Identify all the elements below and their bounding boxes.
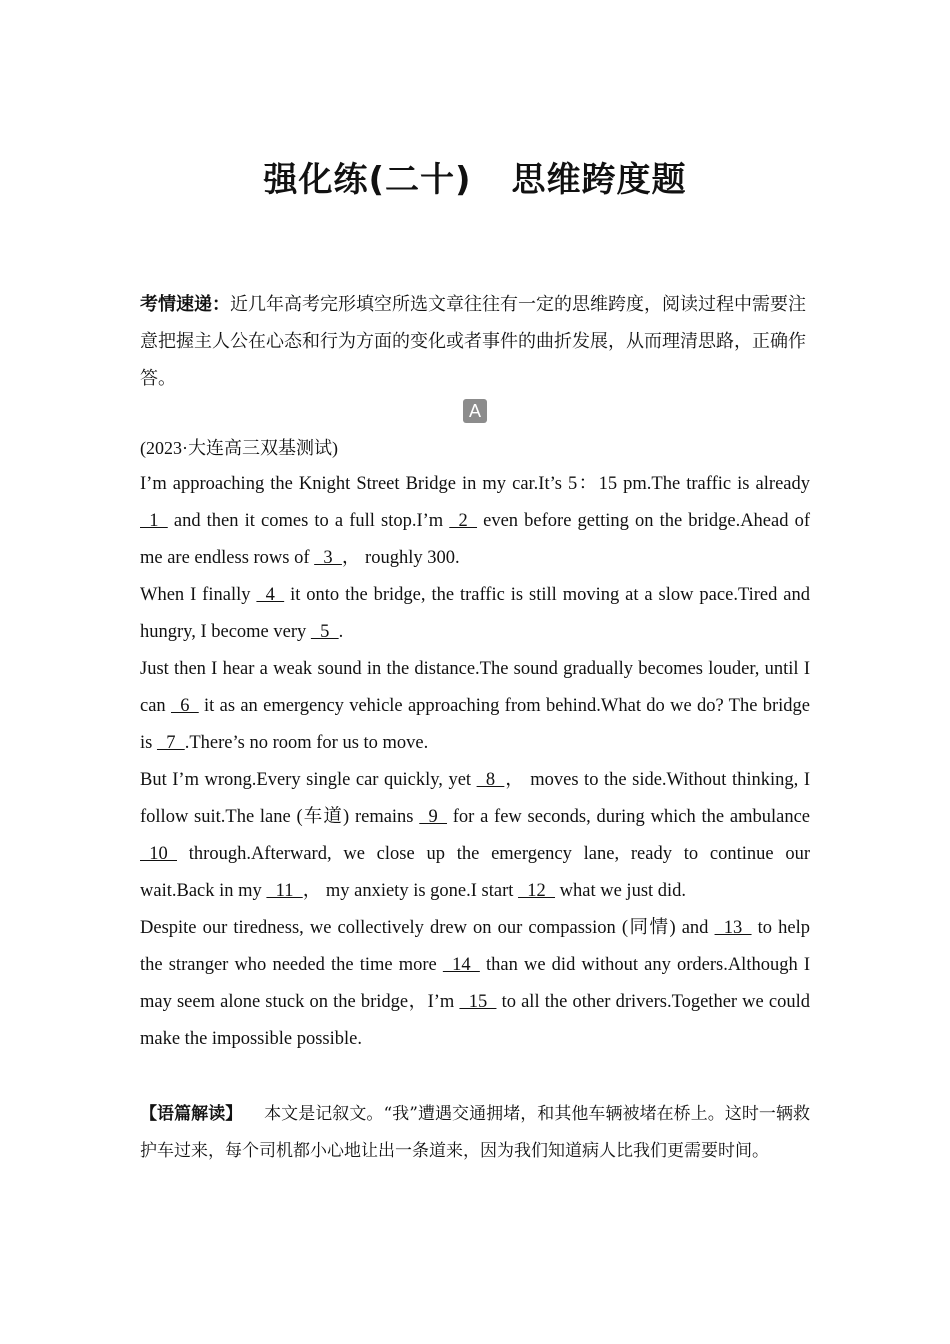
- cloze-blank[interactable]: 7: [156, 733, 185, 753]
- cloze-blank[interactable]: 10: [140, 844, 177, 864]
- passage-text: what we just did.: [555, 881, 687, 901]
- cloze-blank[interactable]: 13: [714, 918, 752, 938]
- page-title: [0, 152, 950, 201]
- cloze-blank[interactable]: 12: [518, 881, 556, 901]
- passage-text: Just then I hear a weak sound in the distance.The sound gradually becomes louder, until I can: [140, 659, 810, 716]
- passage-text: ， moves to the side.Without thinking, I follow suit.The lane (车道) remains: [140, 770, 810, 827]
- passage-text: Despite our tiredness, we collectively drew on our compassion (同情) and: [140, 918, 715, 938]
- passage-text: .There’s no room for us to move.: [184, 733, 429, 753]
- passage-text: than we did without any orders.Although I may seem alone stuck on the bridge，I’m: [140, 955, 810, 1012]
- passage-text: ， roughly 300.: [341, 548, 460, 568]
- passage-text: it onto the bridge, the traffic is still moving at a slow pace.Tired and hungry, I become very: [140, 585, 810, 642]
- intro-paragraph: [140, 286, 820, 397]
- cloze-blank[interactable]: 2: [449, 511, 478, 531]
- passage-text: for a few seconds, during which the ambulance: [447, 807, 810, 827]
- passage-text: to help the stranger who needed the time more: [140, 918, 810, 975]
- intro-text: 近几年高考完形填空所选文章往往有一定的思维跨度，阅读过程中需要注意把握主人公在心态和行为方面的变化或者事件的曲折发展，从而理清思路，正确作答。: [140, 294, 806, 389]
- cloze-blank[interactable]: 14: [442, 955, 480, 975]
- passage-text: .: [338, 622, 344, 642]
- passage-paragraph: [140, 910, 810, 1058]
- title-main: 强化练(二十): [263, 160, 472, 200]
- passage-paragraph: [140, 651, 810, 762]
- cloze-blank[interactable]: 8: [476, 770, 505, 790]
- intro-label: 考情速递：: [140, 294, 230, 315]
- analysis-text: 本文是记叙文。“我”遭遇交通拥堵，和其他车辆被堵在桥上。这时一辆救护车过来，每个司机都小心地让出一条道来，因为我们知道病人比我们更需要时间。: [140, 1104, 811, 1161]
- analysis-label: 【语篇解读】: [140, 1104, 243, 1124]
- passage-text: I’m approaching the Knight Street Bridge in my car.It’s 5：15 pm.The traffic is already: [140, 474, 810, 494]
- passage-text: even before getting on the bridge.Ahead of me are endless rows of: [140, 511, 810, 568]
- passage-text: through.Afterward, we close up the emergency lane, ready to continue our wait.Back in my: [140, 844, 810, 901]
- analysis-section: [140, 1096, 810, 1170]
- cloze-blank[interactable]: 11: [266, 881, 303, 901]
- cloze-blank[interactable]: 5: [310, 622, 339, 642]
- passage-text: to all the other drivers.Together we could make the impossible possible.: [140, 992, 810, 1049]
- cloze-blank[interactable]: 3: [314, 548, 342, 568]
- section-badge: A: [463, 399, 487, 423]
- cloze-blank[interactable]: 1: [140, 511, 168, 531]
- cloze-blank[interactable]: 15: [459, 992, 497, 1012]
- cloze-blank[interactable]: 9: [419, 807, 448, 827]
- passage-text: When I finally: [140, 585, 257, 605]
- passage-paragraph: [140, 466, 810, 577]
- passage-text: and then it comes to a full stop.I’m: [167, 511, 450, 531]
- passage-text: it as an emergency vehicle approaching from behind.What do we do? The bridge is: [140, 696, 810, 753]
- passage-paragraph: [140, 762, 810, 910]
- cloze-blank[interactable]: 6: [170, 696, 199, 716]
- passage-text: But I’m wrong.Every single car quickly, yet: [140, 770, 477, 790]
- passage-paragraph: [140, 577, 810, 651]
- passage-source: (2023·大连高三双基测试): [140, 438, 338, 458]
- passage-text: ， my anxiety is gone.I start: [302, 881, 519, 901]
- title-sub: 思维跨度题: [511, 160, 687, 200]
- cloze-passage: [140, 466, 810, 1058]
- cloze-blank[interactable]: 4: [256, 585, 285, 605]
